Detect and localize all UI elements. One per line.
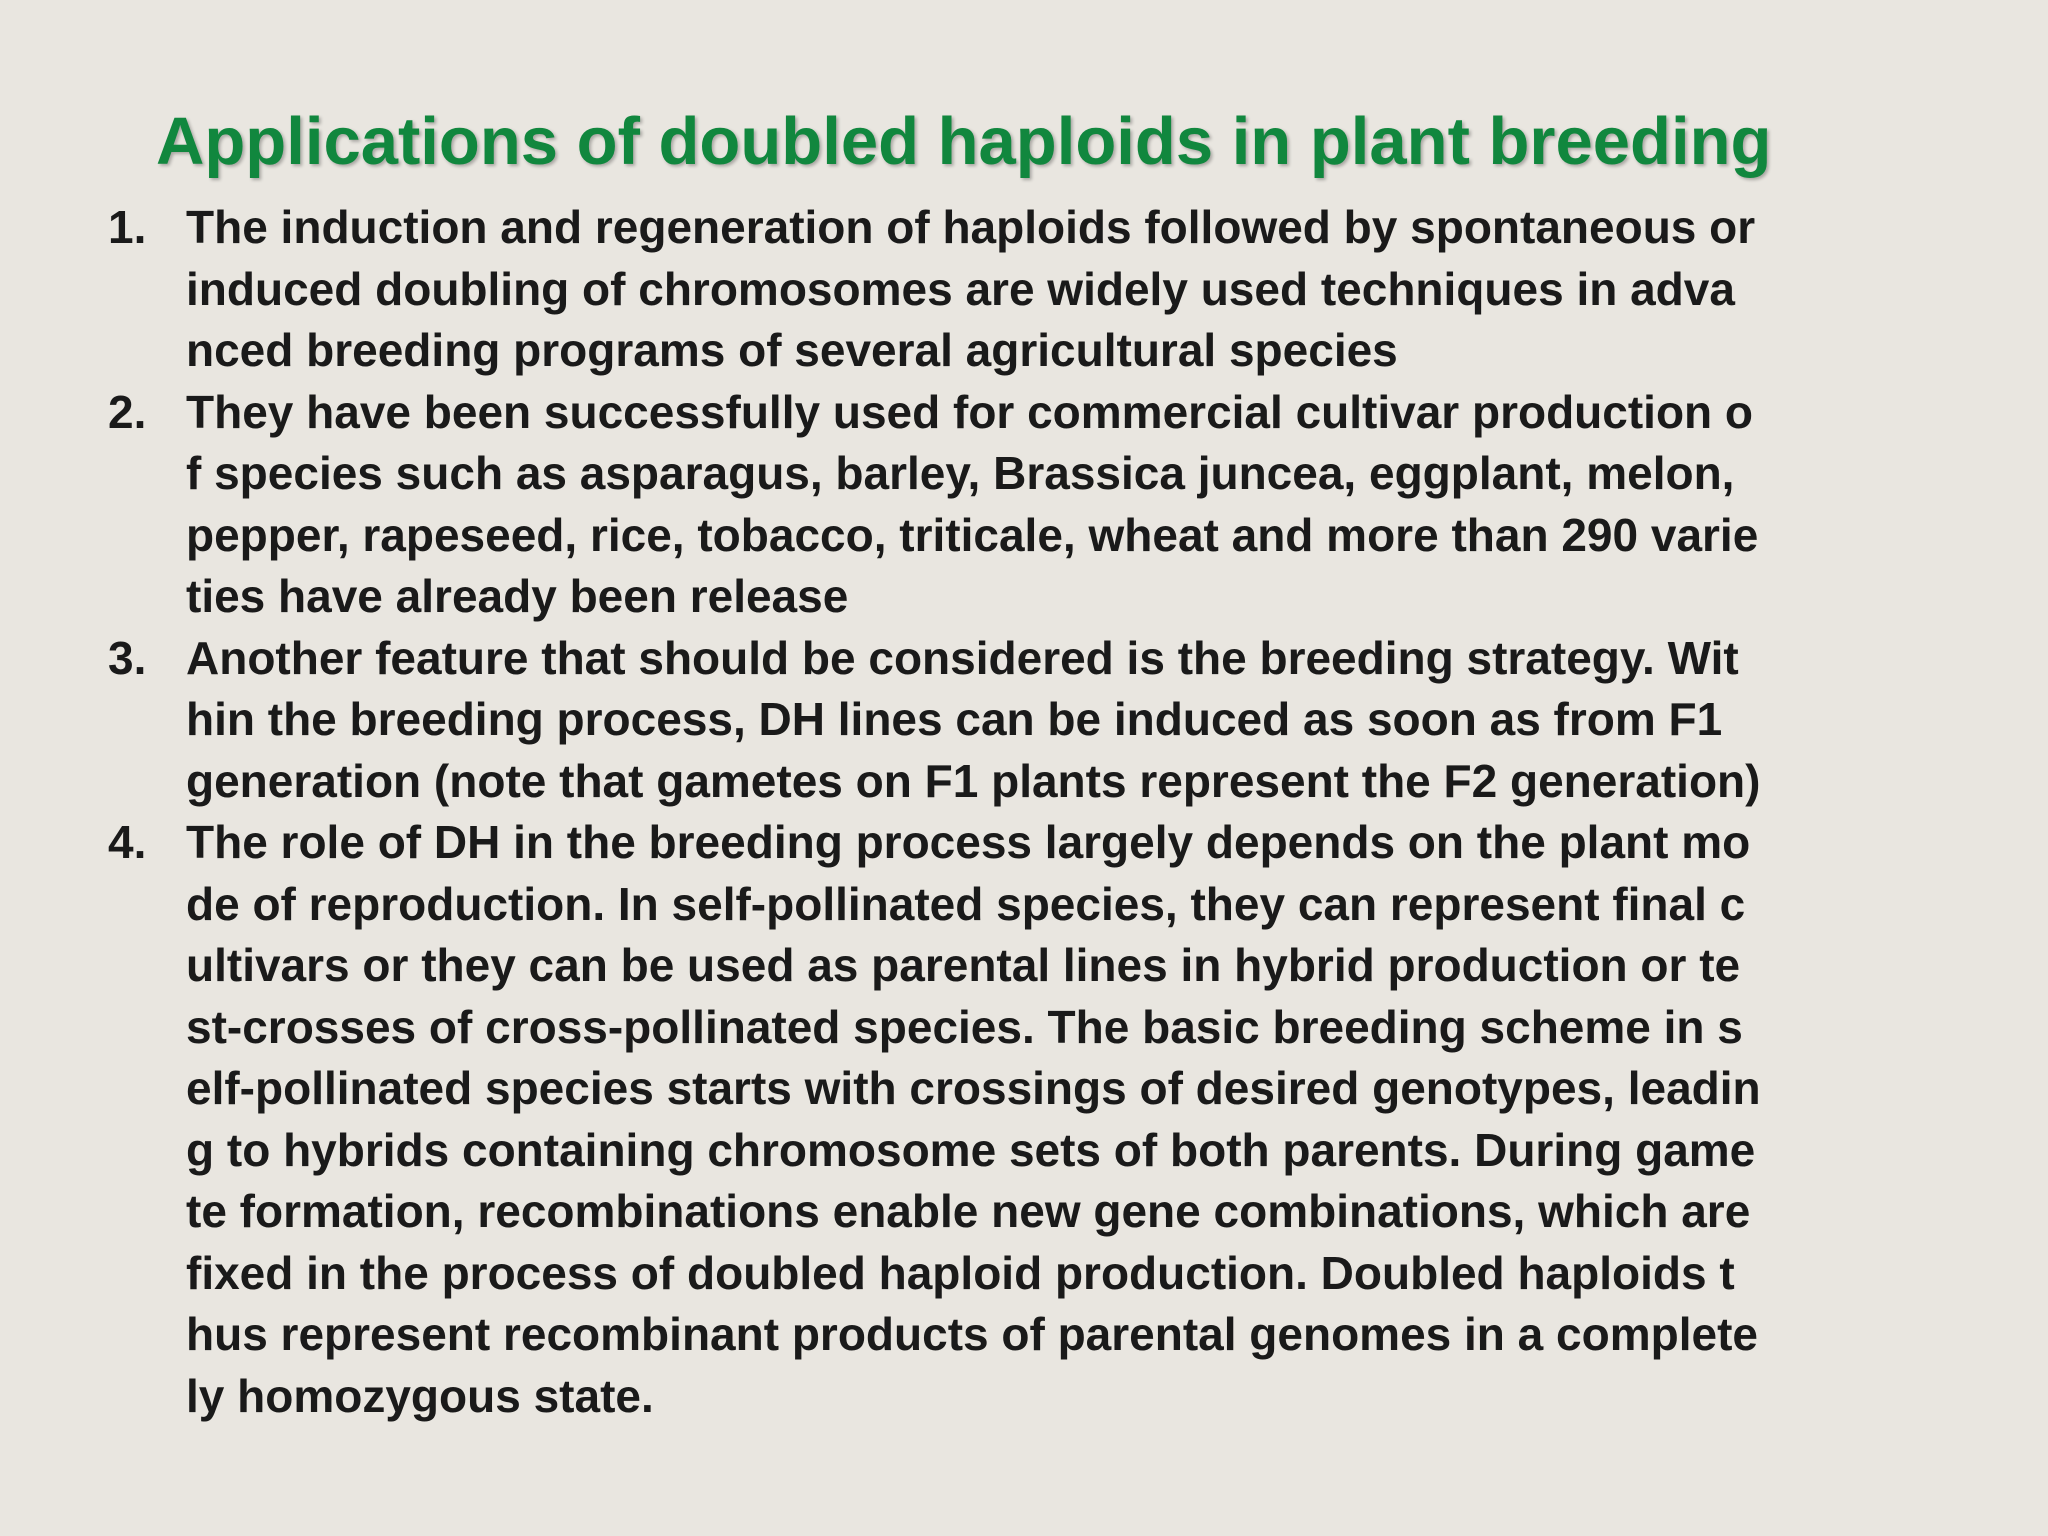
slide-title: Applications of doubled haploids in plant breeding: [156, 104, 1772, 179]
text-line: de of reproduction. In self-pollinated species, they can represent final c: [186, 877, 1746, 930]
text-line: g to hybrids containing chromosome sets of both parents. During game: [186, 1123, 1756, 1176]
text-line: pepper, rapeseed, rice, tobacco, triticale, wheat and more than 290 varie: [186, 508, 1759, 561]
text-line: The induction and regeneration of haploids followed by spontaneous or: [186, 201, 1756, 253]
item-number: 3.: [108, 631, 147, 684]
text-line: ly homozygous state.: [186, 1369, 654, 1422]
item-text: [186, 197, 1968, 382]
item-text: [186, 382, 1968, 628]
list-item: [108, 812, 1968, 1427]
text-line: They have been successfully used for commercial cultivar production o: [186, 385, 1754, 438]
text-line: te formation, recombinations enable new gene combinations, which are: [186, 1185, 1751, 1237]
list-item: [108, 197, 1968, 382]
text-line: st-crosses of cross-pollinated species. The basic breeding scheme in s: [186, 1000, 1743, 1053]
text-line: hin the breeding process, DH lines can be induced as soon as from F1: [186, 693, 1723, 745]
text-line: fixed in the process of doubled haploid production. Doubled haploids t: [186, 1246, 1735, 1299]
text-line: Another feature that should be considered is the breeding strategy. Wit: [186, 631, 1739, 684]
text-line: The role of DH in the breeding process largely depends on the plant mo: [186, 816, 1751, 868]
item-text: [186, 812, 1968, 1427]
list-item: [108, 628, 1968, 813]
text-line: induced doubling of chromosomes are widely used techniques in adva: [186, 262, 1735, 315]
item-number: 1.: [108, 201, 147, 253]
text-line: ties have already been release: [186, 570, 849, 622]
item-text: [186, 628, 1968, 813]
text-line: elf-pollinated species starts with crossings of desired genotypes, leadin: [186, 1062, 1761, 1114]
text-line: generation (note that gametes on F1 plants represent the F2 generation): [186, 754, 1761, 807]
numbered-list: [108, 197, 1968, 1427]
text-line: f species such as asparagus, barley, Brassica juncea, eggplant, melon,: [186, 447, 1735, 499]
text-line: ultivars or they can be used as parental lines in hybrid production or te: [186, 939, 1741, 991]
text-line: hus represent recombinant products of parental genomes in a complete: [186, 1308, 1758, 1360]
text-line: nced breeding programs of several agricultural species: [186, 324, 1398, 376]
item-number: 2.: [108, 385, 147, 438]
list-item: [108, 382, 1968, 628]
item-number: 4.: [108, 816, 147, 868]
